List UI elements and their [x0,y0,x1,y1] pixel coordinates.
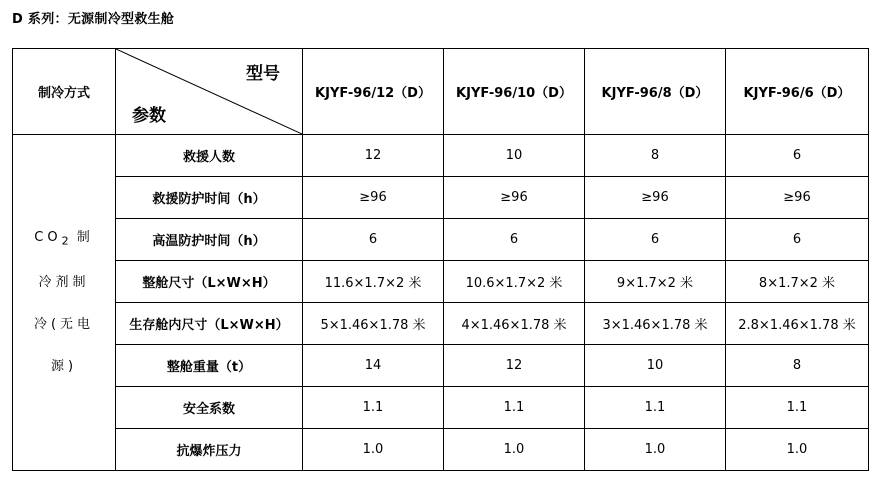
value-cell: 8×1.7×2 米 [726,261,869,303]
table-row [13,345,869,387]
model-header: KJYF-96/6（D） [726,49,869,135]
value-cell: 6 [726,219,869,261]
value-cell: 1.1 [585,387,726,429]
value-cell: 12 [303,135,444,177]
page-title: D 系列：无源制冷型救生舱 [12,12,175,27]
model-header: KJYF-96/8（D） [585,49,726,135]
table-row [13,261,869,303]
value-cell: ≥96 [585,177,726,219]
value-cell: 1.0 [585,429,726,471]
method-line-2: 冷剂制 [38,275,90,291]
value-cell: 8 [585,135,726,177]
header-row [13,49,869,135]
value-cell: 12 [444,345,585,387]
table-row [13,177,869,219]
diagonal-header-cell [116,49,303,135]
value-cell: 11.6×1.7×2 米 [303,261,444,303]
cooling-method-cell [13,135,116,471]
value-cell: 1.1 [726,387,869,429]
value-cell: ≥96 [726,177,869,219]
value-cell: 6 [726,135,869,177]
model-header: KJYF-96/10（D） [444,49,585,135]
method-header: 制冷方式 [13,49,116,135]
table-row [13,429,869,471]
value-cell: 10 [585,345,726,387]
table-row [13,303,869,345]
value-cell: 2.8×1.46×1.78 米 [726,303,869,345]
param-name: 高温防护时间（h） [116,219,303,261]
value-cell: 1.1 [444,387,585,429]
value-cell: 6 [444,219,585,261]
model-label: 型号 [246,64,280,84]
param-label: 参数 [132,106,166,126]
table-row [13,135,869,177]
table-row [13,219,869,261]
value-cell: 8 [726,345,869,387]
param-name: 救援防护时间（h） [116,177,303,219]
param-name: 生存舱内尺寸（L×W×H） [116,303,303,345]
param-name: 整舱重量（t） [116,345,303,387]
value-cell: 10 [444,135,585,177]
value-cell: ≥96 [444,177,585,219]
value-cell: 5×1.46×1.78 米 [303,303,444,345]
value-cell: 9×1.7×2 米 [585,261,726,303]
param-name: 整舱尺寸（L×W×H） [116,261,303,303]
value-cell: 1.0 [444,429,585,471]
method-line-1: $CO_2$ 制 [34,229,94,248]
value-cell: 10.6×1.7×2 米 [444,261,585,303]
value-cell: 6 [303,219,444,261]
method-line-4: 源) [50,359,78,375]
table-row [13,387,869,429]
value-cell: 6 [585,219,726,261]
param-name: 救援人数 [116,135,303,177]
param-name: 安全系数 [116,387,303,429]
value-cell: ≥96 [303,177,444,219]
spec-table [12,48,869,471]
value-cell: 1.1 [303,387,444,429]
model-header: KJYF-96/12（D） [303,49,444,135]
method-line-3: 冷(无电 [33,317,95,333]
param-name: 抗爆炸压力 [116,429,303,471]
value-cell: 14 [303,345,444,387]
value-cell: 4×1.46×1.78 米 [444,303,585,345]
value-cell: 3×1.46×1.78 米 [585,303,726,345]
value-cell: 1.0 [726,429,869,471]
value-cell: 1.0 [303,429,444,471]
